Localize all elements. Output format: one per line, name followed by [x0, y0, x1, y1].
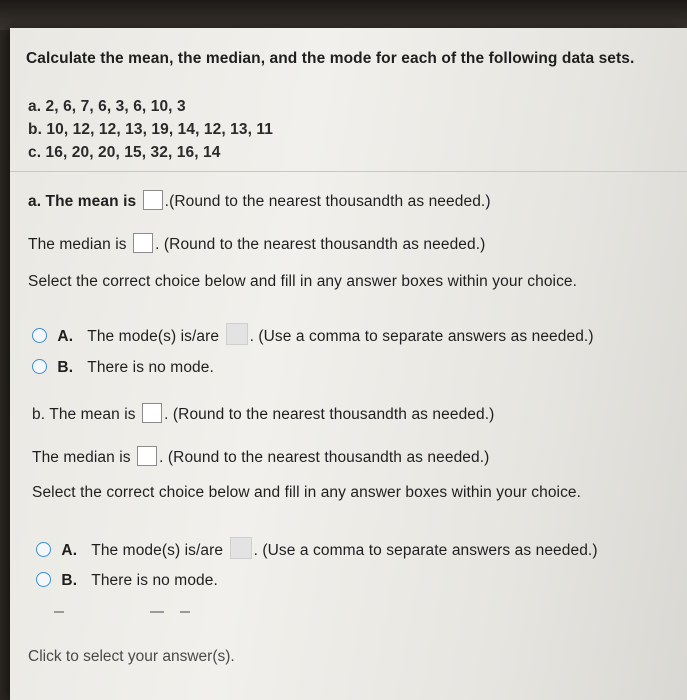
part-b-mean-input[interactable]	[142, 403, 162, 423]
part-a-option-a[interactable]	[32, 323, 594, 346]
part-a-option-a-letter: A.	[57, 328, 74, 345]
part-b-option-a-text: The mode(s) is/are	[91, 542, 224, 559]
part-a-median-input[interactable]	[133, 233, 153, 253]
question-sheet	[10, 28, 687, 700]
part-a-option-b-text: There is no mode.	[87, 359, 214, 376]
part-a-option-a-text: The mode(s) is/are	[87, 328, 220, 345]
faded-mark	[54, 611, 64, 613]
part-a-mean-input[interactable]	[143, 190, 163, 210]
data-set-a: a. 2, 6, 7, 6, 3, 6, 10, 3	[28, 98, 186, 115]
photo-top-edge	[0, 0, 687, 30]
part-a-option-a-hint: . (Use a comma to separate answers as needed.)	[249, 328, 594, 345]
part-a-option-b-radio[interactable]	[32, 359, 47, 374]
question-instruction: Calculate the mean, the median, and the mode for each of the following data sets.	[26, 50, 635, 67]
part-a-mean-hint: .(Round to the nearest thousandth as needed.)	[164, 193, 491, 210]
part-b-mean-hint: . (Round to the nearest thousandth as needed.)	[164, 406, 495, 423]
part-a-median-hint: . (Round to the nearest thousandth as needed.)	[155, 236, 486, 253]
part-b-select-prompt: Select the correct choice below and fill in any answer boxes within your choice.	[32, 484, 582, 501]
part-b-option-a-hint: . (Use a comma to separate answers as needed.)	[253, 542, 598, 559]
part-a-mode-input[interactable]	[226, 323, 248, 345]
faded-mark	[180, 611, 190, 613]
part-b-mode-input[interactable]	[230, 537, 252, 559]
part-b-option-a[interactable]	[36, 537, 598, 560]
part-a-select-prompt: Select the correct choice below and fill in any answer boxes within your choice.	[28, 273, 578, 290]
part-a-mean-row	[28, 190, 491, 211]
section-divider	[10, 171, 687, 172]
part-b-median-input[interactable]	[137, 446, 157, 466]
part-a-option-b-letter: B.	[57, 359, 74, 376]
part-a-mean-label: a. The mean is	[28, 193, 137, 210]
part-a-median-row	[28, 233, 485, 254]
part-b-median-hint: . (Round to the nearest thousandth as needed.)	[159, 449, 490, 466]
part-b-median-label: The median is	[32, 449, 131, 466]
part-b-option-b-text: There is no mode.	[91, 572, 218, 589]
part-b-option-a-letter: A.	[61, 542, 78, 559]
part-a-option-a-radio[interactable]	[32, 328, 47, 343]
part-b-mean-label: b. The mean is	[32, 406, 136, 423]
part-a-option-b[interactable]	[32, 359, 214, 377]
part-b-option-b[interactable]	[36, 572, 218, 590]
part-b-option-b-letter: B.	[61, 572, 78, 589]
data-set-b: b. 10, 12, 12, 13, 19, 14, 12, 13, 11	[28, 121, 273, 138]
part-a-median-label: The median is	[28, 236, 127, 253]
part-b-option-a-radio[interactable]	[36, 542, 51, 557]
data-set-c: c. 16, 20, 20, 15, 32, 16, 14	[28, 144, 221, 161]
part-b-mean-row	[32, 403, 494, 424]
part-b-median-row	[32, 446, 489, 467]
select-answer-hint[interactable]: Click to select your answer(s).	[28, 648, 235, 665]
part-b-option-b-radio[interactable]	[36, 572, 51, 587]
faded-mark	[150, 611, 164, 613]
